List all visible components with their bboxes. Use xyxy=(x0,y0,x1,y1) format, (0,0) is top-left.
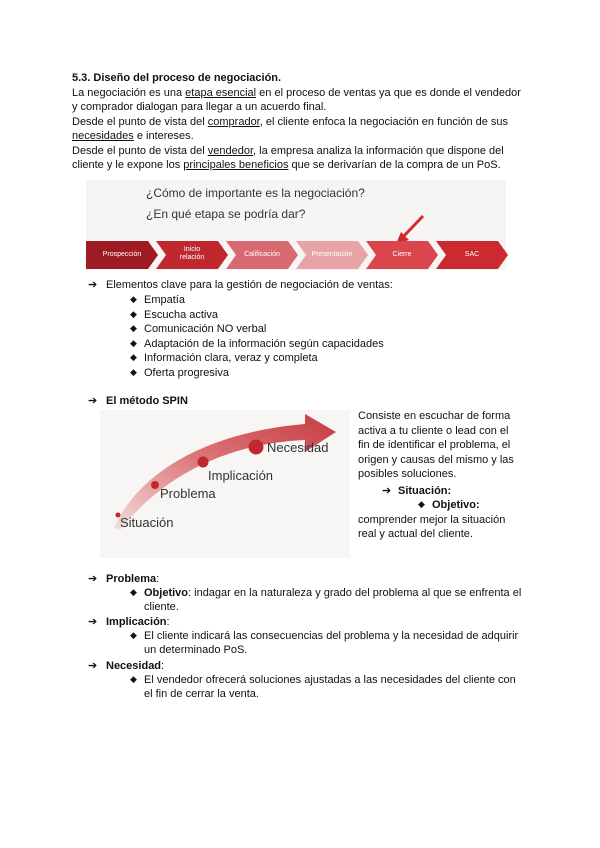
diamond-bullet-icon: ◆ xyxy=(130,674,137,684)
text: en el proceso de ventas ya que es donde el vendedor xyxy=(256,87,521,99)
diamond-bullet-icon: ◆ xyxy=(418,499,425,509)
implicacion-label: Implicación: xyxy=(106,616,170,628)
stage-chevron xyxy=(156,241,228,269)
banner-question-2: ¿En qué etapa se podría dar? xyxy=(146,207,306,221)
spin-problema-label: Problema xyxy=(160,486,216,501)
problema-dot xyxy=(151,481,159,489)
objetivo-text: comprender mejor la situación xyxy=(358,514,506,526)
stage-chevron xyxy=(226,241,298,269)
arrow-bullet-icon: ➔ xyxy=(88,616,98,628)
arrow-bullet-icon: ➔ xyxy=(88,279,98,291)
underlined-term: principales beneficios xyxy=(183,159,289,171)
spin-heading: El método SPIN xyxy=(106,395,188,407)
diamond-bullet-icon: ◆ xyxy=(130,630,137,640)
underlined-term: etapa esencial xyxy=(185,87,257,99)
situacion-label: Situación: xyxy=(398,485,452,497)
text: Problema xyxy=(106,573,157,585)
spin-description-line: Consiste en escuchar de forma xyxy=(358,410,511,422)
objetivo-label: Objetivo: xyxy=(432,499,480,511)
list-item: Oferta progresiva xyxy=(144,366,229,379)
implicacion-dot xyxy=(198,457,209,468)
diamond-bullet-icon: ◆ xyxy=(130,294,137,304)
arrow-bullet-icon: ➔ xyxy=(88,573,98,585)
list-item: Comunicación NO verbal xyxy=(144,323,267,335)
stage-label: Presentación xyxy=(311,251,353,258)
elements-heading: Elementos clave para la gestión de negociación de ventas: xyxy=(106,279,393,291)
stage-label: Prospección xyxy=(102,251,142,258)
text: Desde el punto de vista del xyxy=(72,116,208,128)
spin-description-line: fin de identificar el problema, el xyxy=(358,439,511,451)
paragraph-line xyxy=(72,115,508,129)
paragraph-line: y comprador dialogan para llegar a un acuerdo final. xyxy=(72,101,327,113)
text: La negociación es una xyxy=(72,87,186,99)
banner-question-1: ¿Cómo de importante es la negociación? xyxy=(146,186,365,200)
spin-necesidad-label: Necesidad xyxy=(267,440,329,455)
stage-label: SAC xyxy=(464,251,480,258)
text: , la empresa analiza la información que dispone del xyxy=(253,145,504,157)
spin-situacion-label: Situación xyxy=(120,515,174,530)
necesidad-text: El vendedor ofrecerá soluciones ajustadas a las necesidades del cliente con xyxy=(144,674,516,686)
text: Objetivo xyxy=(144,587,189,599)
stage-label: Calificación xyxy=(244,251,280,258)
stage-label: Inicio relación xyxy=(179,246,205,261)
stage-chevron xyxy=(366,241,438,269)
underlined-term: vendedor xyxy=(207,145,254,157)
list-item: Escucha activa xyxy=(144,308,218,321)
diamond-bullet-icon: ◆ xyxy=(130,366,137,377)
spin-implicacion-label: Implicación xyxy=(208,468,274,483)
list-item: Información clara, veraz y completa xyxy=(144,352,318,364)
spin-curve xyxy=(100,410,350,558)
arrow-bullet-icon: ➔ xyxy=(382,485,392,497)
problema-label: Problema: xyxy=(106,573,160,585)
spin-diagram xyxy=(100,410,350,558)
list-item: Adaptación de la información según capacidades xyxy=(144,337,384,350)
spin-description-line: origen y causas del mismo y las xyxy=(358,453,514,466)
text: Necesidad xyxy=(106,660,162,672)
diamond-bullet-icon: ◆ xyxy=(130,323,137,333)
diamond-bullet-icon: ◆ xyxy=(130,587,137,597)
diamond-bullet-icon: ◆ xyxy=(130,337,137,348)
text: e intereses. xyxy=(133,130,194,142)
paragraph-line xyxy=(72,86,521,100)
diamond-bullet-icon: ◆ xyxy=(130,352,137,362)
text: , el cliente enfoca la negociación en función de sus xyxy=(259,116,509,128)
problema-text xyxy=(144,586,521,600)
arrow-bullet-icon: ➔ xyxy=(88,395,98,407)
necesidad-label: Necesidad: xyxy=(106,660,165,672)
paragraph-line xyxy=(72,158,501,172)
necesidad-text: el fin de cerrar la venta. xyxy=(144,688,259,700)
text: Implicación xyxy=(106,616,167,628)
list-item: Empatía xyxy=(144,294,185,306)
spin-description-line: posibles soluciones. xyxy=(358,468,457,480)
section-title: 5.3. Diseño del proceso de negociación. xyxy=(72,72,282,84)
underlined-term: comprador xyxy=(207,116,260,128)
implicacion-text: un determinado PoS. xyxy=(144,644,248,656)
text: que se derivarían de la compra de un PoS. xyxy=(288,159,501,171)
paragraph-line xyxy=(72,144,504,158)
arrow-bullet-icon: ➔ xyxy=(88,660,98,672)
diamond-bullet-icon: ◆ xyxy=(130,308,137,319)
spin-description-line: activa a tu cliente o lead con el xyxy=(358,424,509,437)
problema-text: cliente. xyxy=(144,601,179,613)
stage-chevron xyxy=(436,241,508,269)
paragraph-line xyxy=(72,129,194,143)
stage-chevron xyxy=(86,241,158,269)
necesidad-dot xyxy=(249,440,264,455)
text: : indagar en la naturaleza y grado del problema al que se enfrenta el xyxy=(188,587,522,599)
stage-chevron xyxy=(296,241,368,269)
text: Desde el punto de vista del xyxy=(72,145,208,157)
objetivo-text: real y actual del cliente. xyxy=(358,528,473,540)
implicacion-text: El cliente indicará las consecuencias del problema y la necesidad de adquirir xyxy=(144,630,519,642)
stage-label: Cierre xyxy=(392,251,412,258)
underlined-term: necesidades xyxy=(72,130,134,142)
text: cliente y le expone los xyxy=(72,159,184,171)
